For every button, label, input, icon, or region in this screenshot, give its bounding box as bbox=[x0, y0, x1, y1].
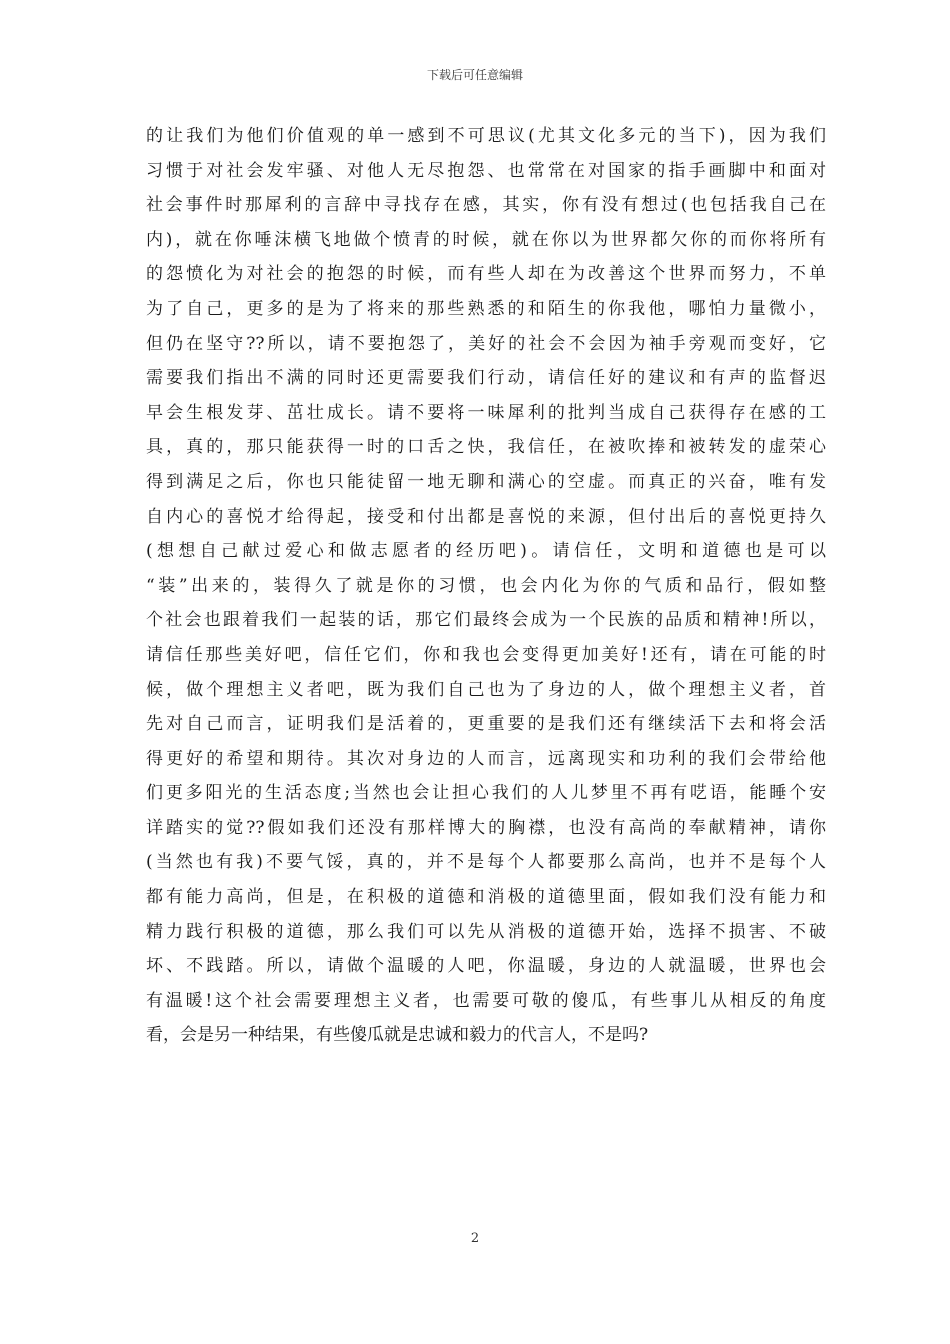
text-line: 详踏实的觉??假如我们还没有那样博大的胸襟，也没有高尚的奉献精神，请你 bbox=[146, 817, 826, 838]
text-line: 个社会也跟着我们一起装的话，那它们最终会成为一个民族的品质和精神!所以， bbox=[146, 610, 826, 631]
text-line: 得更好的希望和期待。其次对身边的人而言，远离现实和功利的我们会带给他 bbox=[146, 748, 826, 769]
text-line: “装”出来的，装得久了就是你的习惯，也会内化为你的气质和品行，假如整 bbox=[146, 575, 826, 596]
text-line: 们更多阳光的生活态度;当然也会让担心我们的人儿梦里不再有呓语，能睡个安 bbox=[146, 783, 826, 804]
text-line: 早会生根发芽、茁壮成长。请不要将一味犀利的批判当成自己获得存在感的工 bbox=[146, 402, 826, 423]
text-line: 都有能力高尚，但是，在积极的道德和消极的道德里面，假如我们没有能力和 bbox=[146, 887, 826, 908]
text-line: 需要我们指出不满的同时还更需要我们行动，请信任好的建议和有声的监督迟 bbox=[146, 368, 826, 389]
text-line: 坏、不践踏。所以，请做个温暖的人吧，你温暖，身边的人就温暖，世界也会 bbox=[146, 956, 826, 977]
text-line: 的怨愤化为对社会的抱怨的时候，而有些人却在为改善这个世界而努力，不单 bbox=[146, 264, 826, 285]
text-line: 但仍在坚守??所以，请不要抱怨了，美好的社会不会因为袖手旁观而变好，它 bbox=[146, 333, 826, 354]
text-line: 习惯于对社会发牢骚、对他人无尽抱怨、也常常在对国家的指手画脚中和面对 bbox=[146, 160, 826, 181]
text-line: 得到满足之后，你也只能徒留一地无聊和满心的空虚。而真正的兴奋，唯有发 bbox=[146, 471, 826, 492]
page-header: 下载后可任意编辑 bbox=[426, 68, 523, 82]
text-line-last: 看，会是另一种结果，有些傻瓜就是忠诚和毅力的代言人，不是吗? bbox=[146, 1025, 649, 1046]
text-line: 精力践行积极的道德，那么我们可以先从消极的道德开始，选择不损害、不破 bbox=[146, 921, 826, 942]
page-number: 2 bbox=[470, 1231, 480, 1246]
text-line: 社会事件时那犀利的言辞中寻找存在感，其实，你有没有想过(也包括我自己在 bbox=[146, 195, 826, 216]
text-line: (当然也有我)不要气馁，真的，并不是每个人都要那么高尚，也并不是每个人 bbox=[146, 852, 826, 873]
text-line: 具，真的，那只能获得一时的口舌之快，我信任，在被吹捧和被转发的虚荣心 bbox=[146, 437, 826, 458]
text-line: 自内心的喜悦才给得起，接受和付出都是喜悦的来源，但付出后的喜悦更持久 bbox=[146, 506, 826, 527]
text-line: 为了自己，更多的是为了将来的那些熟悉的和陌生的你我他，哪怕力量微小， bbox=[146, 298, 826, 319]
text-line: 内)，就在你唾沫横飞地做个愤青的时候，就在你以为世界都欠你的而你将所有 bbox=[146, 229, 826, 250]
body-paragraph bbox=[146, 119, 826, 1053]
text-line: 的让我们为他们价值观的单一感到不可思议(尤其文化多元的当下)，因为我们 bbox=[146, 126, 826, 146]
text-line: (想想自己献过爱心和做志愿者的经历吧)。请信任，文明和道德也是可以 bbox=[146, 541, 826, 562]
text-line: 有温暖!这个社会需要理想主义者，也需要可敬的傻瓜，有些事儿从相反的角度 bbox=[146, 990, 826, 1011]
text-line: 先对自己而言，证明我们是活着的，更重要的是我们还有继续活下去和将会活 bbox=[146, 714, 826, 735]
text-line: 请信任那些美好吧，信任它们，你和我也会变得更加美好!还有，请在可能的时 bbox=[146, 644, 826, 665]
text-line: 候，做个理想主义者吧，既为我们自己也为了身边的人，做个理想主义者，首 bbox=[146, 679, 826, 700]
